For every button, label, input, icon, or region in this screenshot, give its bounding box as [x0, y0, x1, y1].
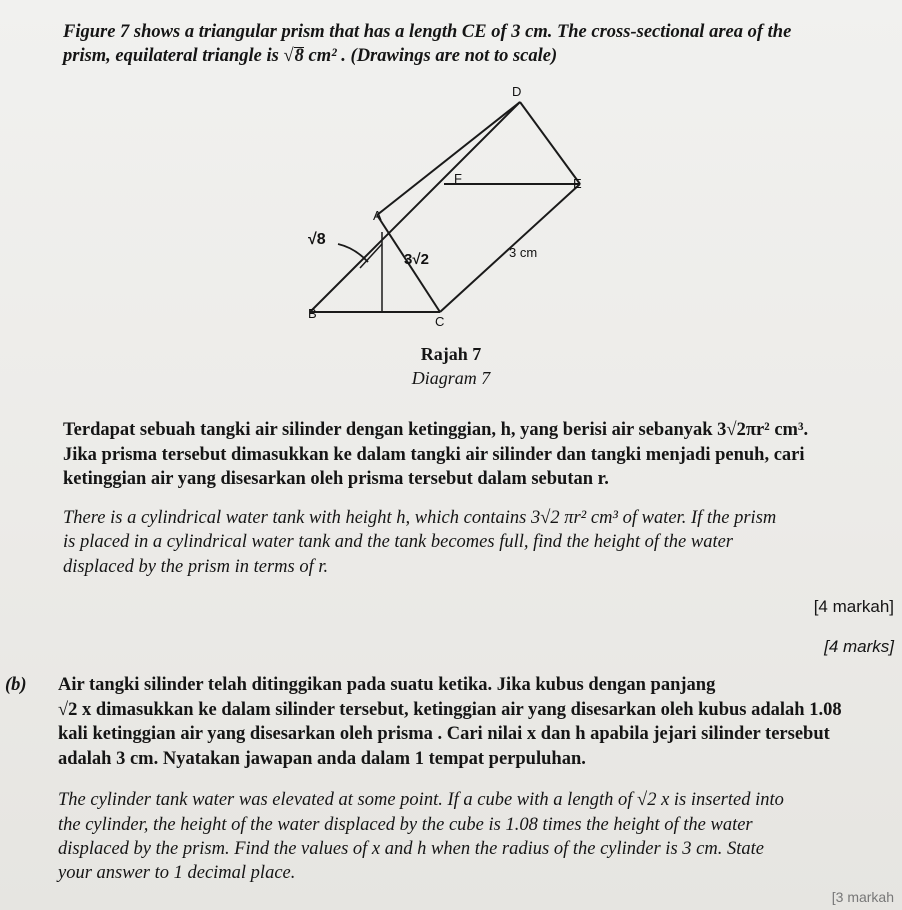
part-a-malay-line-3: ketinggian air yang disesarkan oleh prisma tersebut dalam sebutan r. [63, 469, 609, 489]
label-c: C [435, 314, 445, 329]
edge-d-e [520, 102, 580, 184]
label-height-3root2: 3√2 [404, 251, 429, 268]
part-a-malay-line-2: Jika prisma tersebut dimasukkan ke dalam tangki air silinder dan tangki menjadi penuh, cari [63, 445, 805, 465]
prism-diagram [290, 82, 610, 332]
part-a-english-line-1: There is a cylindrical water tank with height h, which contains 3√2 πr² cm³ of water. If the prism [63, 508, 777, 528]
part-b-english-line-1: The cylinder tank water was elevated at some point. If a cube with a length of √2 x is inserted into [58, 790, 784, 810]
caption-malay: Rajah 7 [420, 344, 482, 364]
part-b-english-line-2: the cylinder, the height of the water displaced by the cube is 1.08 times the height of the water [58, 815, 753, 835]
part-a-english-line-3: displaced by the prism in terms of r. [63, 557, 329, 577]
label-b: B [308, 306, 317, 321]
caption-english: Diagram 7 [411, 368, 491, 388]
intro-sqrt-value: 8 [294, 46, 304, 66]
label-side-root8: √8 [308, 231, 326, 248]
intro-line-2: prism, equilateral triangle is √8 cm² . (Drawings are not to scale) [63, 46, 558, 66]
intro-line-2-post: cm² . (Drawings are not to scale) [303, 46, 558, 66]
height-annotation-arrow [360, 244, 382, 268]
part-b-malay-line-4: adalah 3 cm. Nyatakan jawapan anda dalam 1 tempat perpuluhan. [58, 749, 586, 769]
label-d: D [512, 84, 522, 99]
label-f: F [454, 171, 462, 186]
part-a-english-line-2: is placed in a cylindrical water tank and the tank becomes full, find the height of the water [63, 532, 733, 552]
edge-d-b [310, 102, 520, 312]
part-b-malay-line-1: Air tangki silinder telah ditinggikan pada suatu ketika. Jika kubus dengan panjang [58, 675, 716, 695]
intro-line-2-pre: prism, equilateral triangle is [63, 46, 284, 66]
part-b-english-line-3: displaced by the prism. Find the values of x and h when the radius of the cylinder is 3 cm. State [58, 839, 764, 859]
marks-malay-part-b: [3 markah [831, 889, 894, 905]
part-b-malay-line-3: kali ketinggian air yang disesarkan oleh prisma . Cari nilai x dan h apabila jejari silinder tersebut [58, 724, 830, 744]
edge-a-d [377, 102, 520, 215]
intro-line-1: Figure 7 shows a triangular prism that has a length CE of 3 cm. The cross-sectional area of the [63, 22, 792, 42]
label-length-3cm: 3 cm [509, 245, 538, 260]
part-b-english-line-4: your answer to 1 decimal place. [58, 863, 296, 883]
marks-malay-part-a: [4 markah] [813, 597, 894, 616]
part-b-label: (b) [5, 675, 27, 695]
part-a-malay-line-1: Terdapat sebuah tangki air silinder dengan ketinggian, h, yang berisi air sebanyak 3√2πr² cm³. [63, 420, 809, 440]
label-a: A [373, 208, 382, 223]
part-b-malay-line-2: √2 x dimasukkan ke dalam silinder tersebut, ketinggian air yang disesarkan oleh kubus adalah 1.08 [58, 700, 842, 720]
label-e: E [573, 176, 582, 191]
marks-english-part-a: [4 marks] [824, 637, 894, 656]
